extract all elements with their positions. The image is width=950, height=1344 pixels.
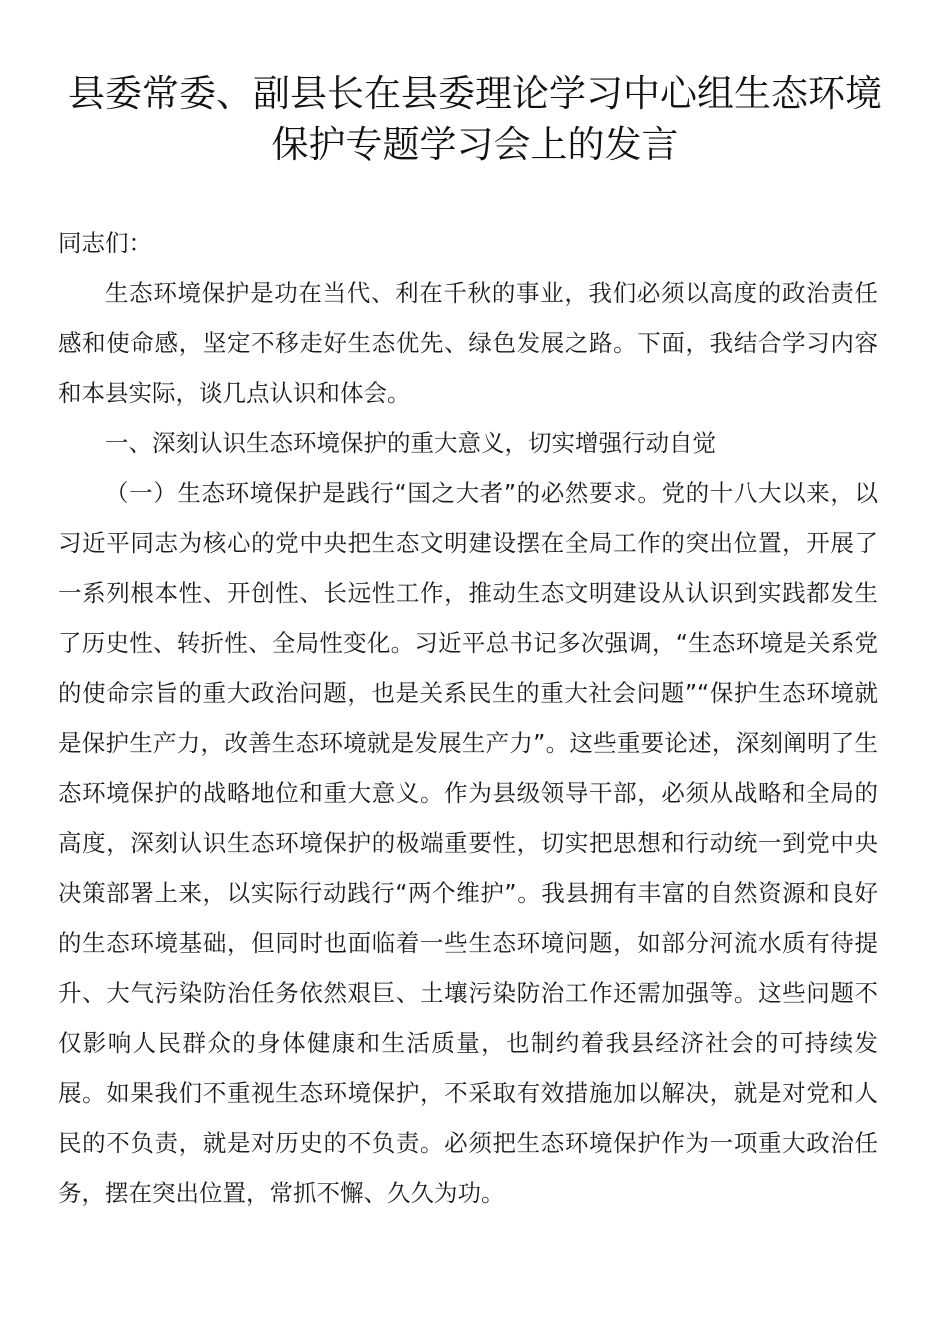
intro-paragraph: 生态环境保护是功在当代、利在千秋的事业，我们必须以高度的政治责任感和使命感，坚定不移走好生态优先、绿色发展之路。下面，我结合学习内容和本县实际，谈几点认识和体会。 bbox=[58, 279, 878, 407]
salutation: 同志们： bbox=[58, 229, 152, 257]
document-title: 县委常委、副县长在县委理论学习中心组生态环境保护专题学习会上的发言 bbox=[68, 72, 882, 166]
subsection-paragraph: （一）生态环境保护是践行“国之大者”的必然要求。党的十八大以来，以习近平同志为核心的党中央把生态文明建设摆在全局工作的突出位置，开展了一系列根本性、开创性、长远性工作，推动生态文明建设从认识到实践都发生了历史性、转折性、全局性变化。习近平总书记多次强调，“生态环境是关系党的使命宗旨的重大政治问题，也是关系民生的重大社会问题”“保护生态环境就是保护生产力，改善生态环境就是发展生产力”。这些重要论述，深刻阐明了生态环境保护的战略地位和重大意义。作为县级领导干部，必须从战略和全局的高度，深刻认识生态环境保护的极端重要性，切实把思想和行动统一到党中央决策部署上来，以实际行动践行“两个维护”。我县拥有丰富的自然资源和良好的生态环境基础，但同时也面临着一些生态环境问题，如部分河流水质有待提升、大气污染防治任务依然艰巨、土壤污染防治工作还需加强等。这些问题不仅影响人民群众的身体健康和生活质量，也制约着我县经济社会的可持续发展。如果我们不重视生态环境保护，不采取有效措施加以解决，就是对党和人民的不负责，就是对历史的不负责。必须把生态环境保护作为一项重大政治任务，摆在突出位置，常抓不懈、久久为功。 bbox=[58, 479, 878, 1207]
section-heading: 一、深刻认识生态环境保护的重大意义，切实增强行动自觉 bbox=[105, 429, 716, 457]
document-body bbox=[58, 218, 878, 1218]
